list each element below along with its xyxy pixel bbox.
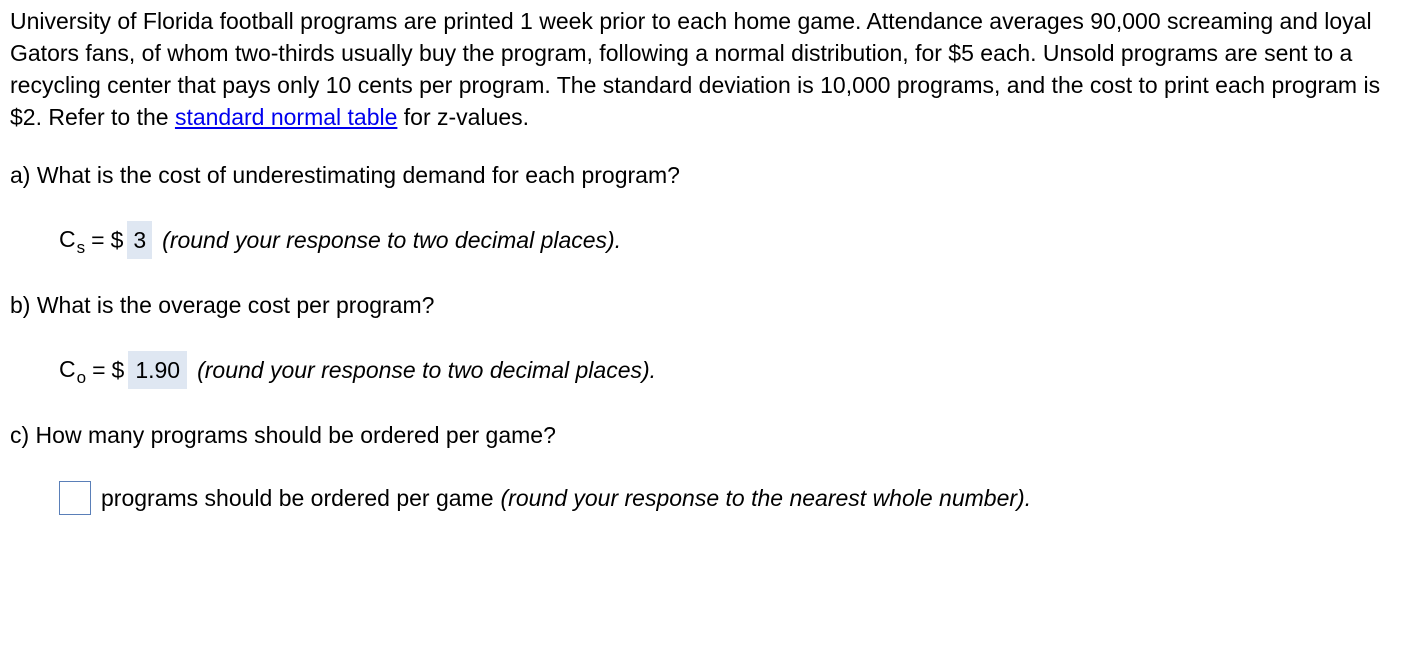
answer-a-line	[59, 221, 621, 259]
question-a: a) What is the cost of underestimating demand for each program?	[10, 162, 680, 188]
cs-answer-field[interactable]: 3	[127, 221, 152, 259]
problem-statement	[10, 5, 1400, 133]
co-variable	[59, 353, 86, 388]
question-b: b) What is the overage cost per program?	[10, 292, 435, 318]
equals-sign: =	[91, 227, 105, 253]
answer-c-line	[59, 481, 1031, 515]
answer-b-line	[59, 351, 656, 389]
co-letter: C	[59, 355, 76, 382]
equals-sign: =	[92, 357, 106, 383]
co-answer-field[interactable]: 1.90	[128, 351, 187, 389]
problem-text-start: University of Florida football programs are printed 1 week prior to each home game. Attendance averages 90,000 screaming and loyal Gators fans, of whom two-thirds usually buy the program, following a normal distribution, for $5 each. Unsold programs are sent to a recycling center that pays only 10 cents per program. The standard deviation is 10,000 programs, and the cost to print each program is $2. Refer to the	[10, 8, 1381, 130]
problem-text-end: for z-values.	[397, 104, 530, 130]
rounding-hint: (round your response to the nearest whole number).	[500, 485, 1032, 511]
dollar-sign: $	[111, 357, 125, 383]
co-subscript: o	[76, 367, 87, 387]
rounding-hint: (round your response to two decimal places).	[162, 227, 622, 253]
cs-subscript: s	[76, 237, 86, 257]
rounding-hint: (round your response to two decimal places).	[197, 357, 657, 383]
programs-input[interactable]	[59, 481, 91, 515]
dollar-sign: $	[110, 227, 124, 253]
programs-label: programs should be ordered per game	[101, 485, 494, 511]
cs-variable	[59, 223, 85, 258]
cs-letter: C	[59, 225, 76, 252]
standard-normal-table-link[interactable]: standard normal table	[174, 104, 398, 130]
question-c: c) How many programs should be ordered per game?	[10, 422, 556, 448]
